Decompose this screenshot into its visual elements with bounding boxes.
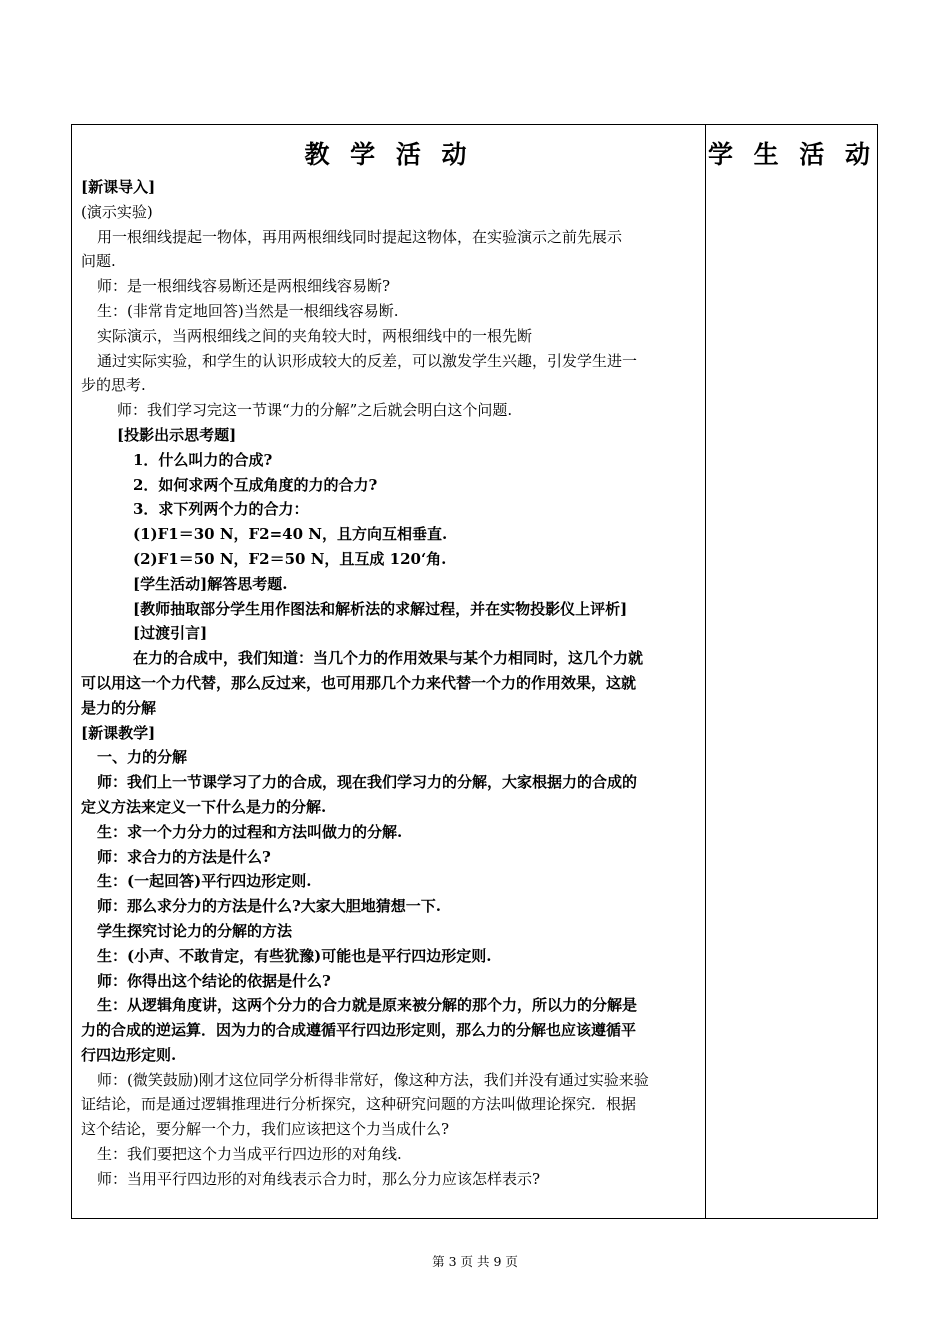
text-line: (2)F1＝50 N，F2＝50 N，且互成 120‘角. xyxy=(133,549,447,568)
text-line: [新课教学] xyxy=(81,723,156,742)
text-line: 师：是一根细线容易断还是两根细线容易断? xyxy=(97,277,391,296)
text-line: 生：求一个力分力的过程和方法叫做力的分解. xyxy=(97,822,403,841)
text-line: 用一根细线提起一物体，再用两根细线同时提起这物体，在实验演示之前先展示 xyxy=(97,227,623,246)
text-line: 一、力的分解 xyxy=(97,748,188,767)
text-line: 定义方法来定义一下什么是力的分解. xyxy=(81,797,327,816)
text-line: 3．求下列两个力的合力： xyxy=(133,500,309,519)
teaching-activity-heading: 教 学 活 动 xyxy=(304,140,473,169)
student-activity-heading: 学 生 活 动 xyxy=(707,140,877,169)
text-line: 行四边形定则. xyxy=(81,1045,177,1064)
text-line: 生：从逻辑角度讲，这两个分力的合力就是原来被分解的那个力，所以力的分解是 xyxy=(97,996,638,1015)
text-line: (演示实验) xyxy=(81,202,153,221)
text-line: 力的合成的逆运算．因为力的合成遵循平行四边形定则，那么力的分解也应该遵循平 xyxy=(81,1021,637,1040)
column-divider xyxy=(705,125,706,1218)
text-line: 是力的分解 xyxy=(81,698,157,717)
teaching-activity-content xyxy=(81,175,698,1192)
text-line: 问题. xyxy=(81,252,116,271)
text-line: 师：我们上一节课学习了力的合成，现在我们学习力的分解，大家根据力的合成的 xyxy=(97,773,638,792)
text-line: [教师抽取部分学生用作图法和解析法的求解过程，并在实物投影仪上评析] xyxy=(133,599,628,618)
lesson-table xyxy=(71,124,878,1219)
text-line: 可以用这一个力代替，那么反过来，也可用那几个力来代替一个力的作用效果，这就 xyxy=(81,673,637,692)
text-line: 实际演示，当两根细线之间的夹角较大时，两根细线中的一根先断 xyxy=(97,326,533,345)
text-line: 学生探究讨论力的分解的方法 xyxy=(97,921,293,940)
text-line: [新课导入] xyxy=(81,178,156,196)
text-line: 通过实际实验，和学生的认识形成较大的反差，可以激发学生兴趣，引发学生进一 xyxy=(97,351,638,370)
text-line: 师：当用平行四边形的对角线表示合力时，那么分力应该怎样表示? xyxy=(97,1169,541,1188)
text-line: (1)F1＝30 N，F2=40 N，且方向互相垂直. xyxy=(133,525,448,544)
text-line: [学生活动]解答思考题. xyxy=(133,574,288,593)
text-line: 2．如何求两个互成角度的力的合力? xyxy=(133,475,378,494)
text-line: 师：(微笑鼓励)刚才这位同学分析得非常好，像这种方法，我们并没有通过实验来验 xyxy=(97,1070,649,1089)
text-line: 师：你得出这个结论的依据是什么? xyxy=(97,971,331,990)
text-line: 这个结论，要分解一个力，我们应该把这个力当成什么? xyxy=(81,1120,450,1139)
text-line: 证结论，而是通过逻辑推理进行分析探究，这种研究问题的方法叫做理论探究．根据 xyxy=(81,1095,637,1114)
text-line: 1．什么叫力的合成? xyxy=(133,450,273,469)
text-line: 生：(一起回答)平行四边形定则. xyxy=(97,872,312,891)
text-line: 在力的合成中，我们知道：当几个力的作用效果与某个力相同时，这几个力就 xyxy=(133,649,644,668)
text-line: 师：那么求分力的方法是什么?大家大胆地猜想一下. xyxy=(97,897,442,916)
text-line: [投影出示思考题] xyxy=(117,425,237,444)
text-line: 师：求合力的方法是什么? xyxy=(97,847,271,866)
text-line: [过渡引言] xyxy=(133,624,208,643)
text-line: 生：(小声、不敢肯定，有些犹豫)可能也是平行四边形定则. xyxy=(97,946,492,965)
text-line: 步的思考. xyxy=(81,376,146,395)
page-footer: 第 3 页 共 9 页 xyxy=(432,1254,518,1269)
text-line: 师：我们学习完这一节课“力的分解”之后就会明白这个问题. xyxy=(117,401,513,420)
text-line: 生：我们要把这个力当成平行四边形的对角线. xyxy=(97,1145,402,1164)
text-line: 生：(非常肯定地回答)当然是一根细线容易断. xyxy=(97,301,399,320)
